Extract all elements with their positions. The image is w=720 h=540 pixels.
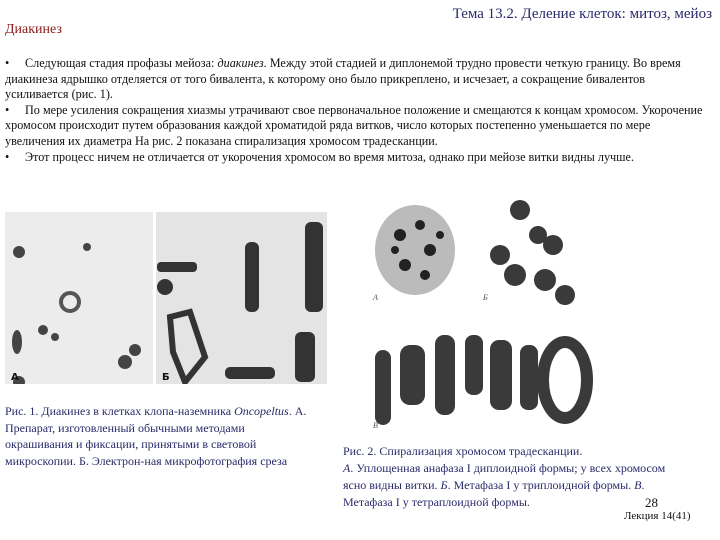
figure-2-label-b: Б xyxy=(483,293,488,302)
species: Oncopeltus xyxy=(234,404,289,418)
text: . Между этой стадией и диплонемой трудно провести четкую границу. Во время диакинеза ядрышко отделяется от того бивалента, к которому оно было прикреплено, и исчезает, а сокращение бивалентов усиливается (рис. 1). xyxy=(5,56,681,102)
text: Рис. 1. Диакинез в клетках клопа-наземника xyxy=(5,404,235,418)
figure-2-label-c: В xyxy=(373,421,378,430)
paragraph-2 xyxy=(5,103,710,150)
term: диакинез xyxy=(217,56,264,70)
page-number: 28 xyxy=(645,495,658,510)
bullet: • xyxy=(5,149,10,164)
label: В xyxy=(634,478,642,492)
figure-1-micrographs xyxy=(5,212,327,384)
paragraph-1 xyxy=(5,56,710,103)
figure-1-caption xyxy=(5,403,315,469)
text: Этот процесс ничем не отличается от укорочения хромосом во время митоза, однако при мейозе витки видны лучше. xyxy=(25,149,635,164)
paragraph-3 xyxy=(5,150,710,166)
bullet: • xyxy=(5,56,10,70)
lecture-label: Лекция 14(41) xyxy=(624,510,691,522)
figure-2-micrographs xyxy=(370,195,610,435)
bullet: • xyxy=(5,102,10,117)
label: Б xyxy=(440,478,448,492)
text: Следующая стадия профазы мейоза: xyxy=(25,56,218,70)
figure-2-label-a: А xyxy=(373,293,378,302)
text: По мере усиления сокращения хиазмы утрачивают свое первоначальное положение и смещаются к концам хромосом. Укорочение хромосом происходит путем образования каждой хроматидой ряда витков, число которых постепенно уменьшается по мере увеличения их диаметра На рис. 2 показана спирализация хромосом традесканции. xyxy=(5,102,703,148)
text: . Метафаза I у тетраплоидной формы. xyxy=(343,478,645,509)
label: А xyxy=(343,461,351,475)
text: . А. Препарат, изготовленный обычными методами окрашивания и фиксации, принятыми в световой микроскопии. Б. Электрон-ная микрофотография среза xyxy=(5,404,307,468)
text: Рис. 2. Спирализация хромосом традесканции. xyxy=(343,444,583,458)
text: . Метафаза I у триплоидной формы. xyxy=(447,478,635,492)
slide-title: Диакинез xyxy=(5,22,62,37)
text: . Уплощенная анафаза I диплоидной формы; у всех хромосом ясно видны витки. xyxy=(343,461,666,492)
figure-1-label-b: Б xyxy=(162,372,170,383)
topic-title: Тема 13.2. Деление клеток: митоз, мейоз xyxy=(452,6,712,22)
body-text xyxy=(5,56,710,165)
figure-1-label-a: А xyxy=(11,372,19,383)
figure-2-caption xyxy=(343,443,683,511)
